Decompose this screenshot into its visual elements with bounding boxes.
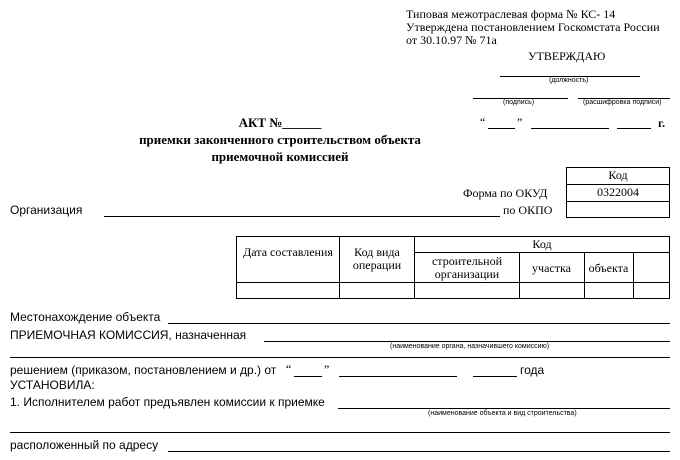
- col-op-header: Код вида операции: [352, 245, 402, 272]
- commission-line[interactable]: [264, 341, 670, 342]
- form-note: [406, 8, 660, 47]
- decode-caption: (расшифровка подписи): [583, 99, 662, 106]
- col-code-header: Код: [532, 237, 552, 251]
- form-note-line1: Типовая межотраслевая форма № КС- 14: [406, 7, 616, 21]
- address-label: расположенный по адресу: [10, 438, 159, 452]
- form-note-line3: от 30.10.97 № 71а: [406, 33, 497, 47]
- decision-year-label: года: [520, 363, 545, 377]
- established-label: УСТАНОВИЛА:: [10, 378, 95, 392]
- location-label: Местонахождение объекта: [10, 310, 161, 324]
- decision-month-line[interactable]: [339, 376, 457, 377]
- item1-label: 1. Исполнителем работ предъявлен комиссии к приемке: [10, 395, 325, 409]
- area-value-cell[interactable]: [520, 283, 583, 298]
- decision-close-quote: ”: [324, 362, 330, 376]
- document-title: [0, 114, 560, 165]
- address-line[interactable]: [168, 451, 670, 452]
- sub-build-header: строительной организации: [431, 254, 502, 281]
- decision-year-line[interactable]: [473, 376, 517, 377]
- approve-date-open-quote: “: [480, 115, 486, 129]
- okpo-cell[interactable]: [566, 201, 670, 218]
- approve-title: УТВЕРЖДАЮ: [528, 49, 606, 63]
- sub-object-header: объекта: [588, 261, 629, 275]
- form-note-line2: Утверждена постановлением Госкомстата России: [406, 20, 660, 34]
- position-caption: (должность): [549, 77, 589, 84]
- object-value-cell[interactable]: [585, 283, 632, 298]
- decision-open-quote: “: [286, 362, 292, 376]
- commission-label: ПРИЕМОЧНАЯ КОМИССИЯ, назначенная: [10, 328, 247, 342]
- signature-caption: (подпись): [503, 99, 535, 106]
- item1-line[interactable]: [338, 408, 670, 409]
- okpo-label: по ОКПО: [503, 203, 553, 217]
- sub-area-header: участка: [532, 261, 571, 275]
- title-line1: АКТ №______: [238, 115, 322, 130]
- item1-caption: (наименование объекта и вид строительства): [428, 410, 577, 417]
- approve-date-year-line[interactable]: [617, 128, 651, 129]
- op-value-cell[interactable]: [340, 283, 413, 298]
- location-line[interactable]: [168, 323, 670, 324]
- approve-date-close-quote: ”: [517, 115, 523, 129]
- decision-day-line[interactable]: [294, 376, 322, 377]
- commission-caption: (наименование органа, назначившего комиссию): [390, 343, 550, 350]
- okud-value: 0322004: [597, 185, 639, 199]
- organization-line[interactable]: [104, 216, 500, 217]
- date-value-cell[interactable]: [237, 283, 338, 298]
- table-divider-5: [633, 252, 634, 299]
- build-value-cell[interactable]: [415, 283, 518, 298]
- title-line3: приемочной комиссией: [211, 149, 349, 164]
- organization-label: Организация: [10, 203, 83, 217]
- okud-label: Форма по ОКУД: [463, 186, 548, 200]
- table-code-split: [414, 252, 670, 253]
- code-header: Код: [608, 168, 628, 182]
- approve-year-suffix: г.: [658, 116, 666, 130]
- item1-line-2[interactable]: [10, 432, 670, 433]
- col-date-header: Дата составления: [243, 245, 333, 259]
- title-line2: приемки законченного строительством объекта: [139, 132, 421, 147]
- commission-line-2[interactable]: [10, 357, 670, 358]
- decision-label: решением (приказом, постановлением и др.) от: [10, 363, 277, 377]
